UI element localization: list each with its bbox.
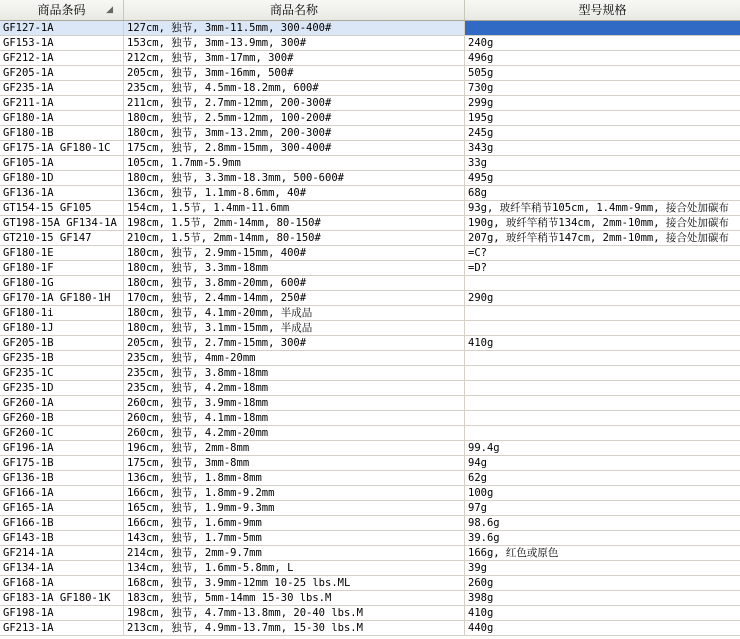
name-cell[interactable]: 180cm, 独节, 3mm-13.2mm, 200-300# [124,126,465,140]
spec-cell[interactable]: 166g, 红色或原色 [468,547,559,559]
table-row[interactable] [0,411,740,426]
barcode-cell[interactable]: GF260-1B [0,411,124,425]
spec-cell[interactable]: 260g [468,577,494,589]
spec-cell[interactable]: 39.6g [468,532,500,544]
column-header-spec[interactable] [465,0,740,20]
barcode-cell[interactable]: GF175-1B [0,456,124,470]
table-row[interactable] [0,591,740,606]
table-row[interactable] [0,471,740,486]
spec-cell[interactable] [465,21,740,35]
barcode-cell[interactable]: GF168-1A [0,576,124,590]
barcode-cell[interactable]: GF183-1A GF180-1K [0,591,124,605]
table-row[interactable] [0,531,740,546]
name-cell[interactable]: 210cm, 1.5节, 2mm-14mm, 80-150# [124,231,465,245]
name-cell[interactable]: 211cm, 独节, 2.7mm-12mm, 200-300# [124,96,465,110]
table-row[interactable] [0,216,740,231]
table-row[interactable] [0,156,740,171]
name-cell[interactable]: 180cm, 独节, 2.9mm-15mm, 400# [124,246,465,260]
table-header [0,0,740,21]
barcode-cell[interactable]: GF214-1A [0,546,124,560]
table-row[interactable] [0,96,740,111]
name-cell[interactable]: 136cm, 独节, 1.8mm-8mm [124,471,465,485]
spec-cell[interactable] [465,426,740,440]
table-row[interactable] [0,51,740,66]
table-row[interactable] [0,231,740,246]
spec-cell[interactable]: 195g [468,112,494,124]
barcode-cell[interactable]: GF198-1A [0,606,124,620]
spec-cell[interactable]: 207g, 玻纤竿稍节147cm, 2mm-10mm, 接合处加碳布 [468,232,729,244]
barcode-cell[interactable]: GF143-1B [0,531,124,545]
spec-cell[interactable]: 496g [468,52,494,64]
table-row[interactable] [0,66,740,81]
table-row[interactable] [0,306,740,321]
name-cell[interactable]: 153cm, 独节, 3mm-13.9mm, 300# [124,36,465,50]
spec-cell[interactable]: 62g [468,472,487,484]
barcode-cell[interactable]: GF235-1C [0,366,124,380]
name-cell[interactable]: 196cm, 独节, 2mm-8mm [124,441,465,455]
column-header-name-label: 商品名称 [269,3,318,17]
table-row[interactable] [0,81,740,96]
name-cell[interactable]: 180cm, 独节, 4.1mm-20mm, 半成品 [124,306,465,320]
name-cell[interactable]: 134cm, 独节, 1.6mm-5.8mm, L [124,561,465,575]
spec-cell[interactable]: 94g [468,457,487,469]
barcode-cell[interactable]: GF170-1A GF180-1H [0,291,124,305]
spec-cell[interactable]: 97g [468,502,487,514]
barcode-cell[interactable]: GF180-1D [0,171,124,185]
sort-indicator-icon: ◢ [106,5,113,15]
name-cell[interactable]: 180cm, 独节, 3.3mm-18mm [124,261,465,275]
name-cell[interactable]: 105cm, 1.7mm-5.9mm [124,156,465,170]
spec-cell[interactable] [465,321,740,335]
spec-cell[interactable]: 99.4g [468,442,500,454]
barcode-cell[interactable]: GF180-1i [0,306,124,320]
barcode-cell[interactable]: GF211-1A [0,96,124,110]
table-row[interactable] [0,291,740,306]
name-cell[interactable]: 260cm, 独节, 3.9mm-18mm [124,396,465,410]
barcode-cell[interactable]: GF180-1B [0,126,124,140]
name-cell[interactable]: 136cm, 独节, 1.1mm-8.6mm, 40# [124,186,465,200]
spec-cell[interactable]: 505g [468,67,494,79]
barcode-cell[interactable]: GF175-1A GF180-1C [0,141,124,155]
spec-cell[interactable]: 245g [468,127,494,139]
name-cell[interactable]: 175cm, 独节, 2.8mm-15mm, 300-400# [124,141,465,155]
name-cell[interactable]: 235cm, 独节, 4.5mm-18.2mm, 600# [124,81,465,95]
barcode-cell[interactable]: GF134-1A [0,561,124,575]
barcode-cell[interactable]: GT154-15 GF105 [0,201,124,215]
spec-cell[interactable]: 68g [468,187,487,199]
name-cell[interactable]: 166cm, 独节, 1.6mm-9mm [124,516,465,530]
barcode-cell[interactable]: GF127-1A [0,21,124,35]
table-row[interactable] [0,36,740,51]
name-cell[interactable]: 180cm, 独节, 3.8mm-20mm, 600# [124,276,465,290]
table-row[interactable] [0,606,740,621]
spec-cell[interactable]: 33g [468,157,487,169]
spec-cell[interactable]: 410g [468,607,494,619]
spec-cell[interactable] [465,396,740,410]
name-cell[interactable]: 198cm, 独节, 4.7mm-13.8mm, 20-40 lbs.M [124,606,465,620]
barcode-cell[interactable]: GF180-1J [0,321,124,335]
spec-cell[interactable] [465,411,740,425]
name-cell[interactable]: 170cm, 独节, 2.4mm-14mm, 250# [124,291,465,305]
spec-cell[interactable]: 39g [468,562,487,574]
table-row[interactable] [0,441,740,456]
table-row[interactable] [0,171,740,186]
barcode-cell[interactable]: GF180-1E [0,246,124,260]
column-header-barcode-label: 商品条码 [37,3,86,17]
name-cell[interactable]: 180cm, 独节, 2.5mm-12mm, 100-200# [124,111,465,125]
barcode-cell[interactable]: GF166-1B [0,516,124,530]
table-row[interactable] [0,621,740,636]
spec-cell[interactable]: 240g [468,37,494,49]
table-row[interactable] [0,426,740,441]
spec-cell[interactable]: 495g [468,172,494,184]
table-row[interactable] [0,576,740,591]
table-row[interactable] [0,516,740,531]
name-cell[interactable]: 235cm, 独节, 3.8mm-18mm [124,366,465,380]
spec-cell[interactable] [465,366,740,380]
barcode-cell[interactable]: GF166-1A [0,486,124,500]
barcode-cell[interactable]: GF180-1F [0,261,124,275]
barcode-cell[interactable]: GF212-1A [0,51,124,65]
table-row[interactable] [0,396,740,411]
table-row[interactable] [0,186,740,201]
column-header-name[interactable] [124,0,465,20]
table-row[interactable] [0,351,740,366]
barcode-cell[interactable]: GF153-1A [0,36,124,50]
table-row[interactable] [0,546,740,561]
name-cell[interactable]: 154cm, 1.5节, 1.4mm-11.6mm [124,201,465,215]
name-cell[interactable]: 183cm, 独节, 5mm-14mm 15-30 lbs.M [124,591,465,605]
barcode-cell[interactable]: GF260-1C [0,426,124,440]
spec-cell[interactable]: 190g, 玻纤竿稍节134cm, 2mm-10mm, 接合处加碳布 [468,217,729,229]
table-row[interactable] [0,366,740,381]
barcode-cell[interactable]: GF235-1D [0,381,124,395]
table-row[interactable] [0,501,740,516]
spec-cell[interactable] [465,381,740,395]
spec-cell[interactable] [465,276,740,290]
name-cell[interactable]: 205cm, 独节, 2.7mm-15mm, 300# [124,336,465,350]
table-row[interactable] [0,336,740,351]
spec-cell[interactable]: 410g [468,337,494,349]
name-cell[interactable]: 168cm, 独节, 3.9mm-12mm 10-25 lbs.ML [124,576,465,590]
barcode-cell[interactable]: GF105-1A [0,156,124,170]
spec-cell[interactable]: 343g [468,142,494,154]
name-cell[interactable]: 260cm, 独节, 4.1mm-18mm [124,411,465,425]
spec-cell[interactable]: =C? [468,247,487,259]
barcode-cell[interactable]: GF136-1A [0,186,124,200]
spec-cell[interactable]: 440g [468,622,494,634]
name-cell[interactable]: 198cm, 1.5节, 2mm-14mm, 80-150# [124,216,465,230]
barcode-cell[interactable]: GT210-15 GF147 [0,231,124,245]
name-cell[interactable]: 212cm, 独节, 3mm-17mm, 300# [124,51,465,65]
table-row[interactable] [0,276,740,291]
name-cell[interactable]: 214cm, 独节, 2mm-9.7mm [124,546,465,560]
table-row[interactable] [0,561,740,576]
table-row[interactable] [0,381,740,396]
spec-cell[interactable] [465,306,740,320]
barcode-cell[interactable]: GF213-1A [0,621,124,635]
name-cell[interactable]: 127cm, 独节, 3mm-11.5mm, 300-400# [124,21,465,35]
spec-cell[interactable] [465,351,740,365]
spec-cell[interactable]: 93g, 玻纤竿稍节105cm, 1.4mm-9mm, 接合处加碳布 [468,202,729,214]
spec-cell[interactable]: 100g [468,487,494,499]
name-cell[interactable]: 180cm, 独节, 3.3mm-18.3mm, 500-600# [124,171,465,185]
barcode-cell[interactable]: GF136-1B [0,471,124,485]
spec-cell[interactable]: 398g [468,592,494,604]
barcode-cell[interactable]: GF180-1G [0,276,124,290]
name-cell[interactable]: 205cm, 独节, 3mm-16mm, 500# [124,66,465,80]
barcode-cell[interactable]: GF196-1A [0,441,124,455]
spec-cell[interactable]: 290g [468,292,494,304]
barcode-cell[interactable]: GF205-1B [0,336,124,350]
table-row[interactable] [0,321,740,336]
barcode-cell[interactable]: GF235-1B [0,351,124,365]
spec-cell[interactable]: 98.6g [468,517,500,529]
name-cell[interactable]: 213cm, 独节, 4.9mm-13.7mm, 15-30 lbs.M [124,621,465,635]
barcode-cell[interactable]: GT198-15A GF134-1A [0,216,124,230]
table-row[interactable] [0,261,740,276]
table-row[interactable] [0,141,740,156]
table-row[interactable] [0,201,740,216]
barcode-cell[interactable]: GF205-1A [0,66,124,80]
name-cell[interactable]: 235cm, 独节, 4mm-20mm [124,351,465,365]
name-cell[interactable]: 143cm, 独节, 1.7mm-5mm [124,531,465,545]
name-cell[interactable]: 165cm, 独节, 1.9mm-9.3mm [124,501,465,515]
barcode-cell[interactable]: GF235-1A [0,81,124,95]
name-cell[interactable]: 175cm, 独节, 3mm-8mm [124,456,465,470]
table-row[interactable] [0,486,740,501]
spec-cell[interactable]: 730g [468,82,494,94]
table-row[interactable] [0,126,740,141]
spec-cell[interactable]: 299g [468,97,494,109]
name-cell[interactable]: 166cm, 独节, 1.8mm-9.2mm [124,486,465,500]
table-row[interactable] [0,246,740,261]
barcode-cell[interactable]: GF260-1A [0,396,124,410]
column-header-spec-label: 型号规格 [578,3,627,17]
table-row[interactable] [0,21,740,36]
spec-cell[interactable]: =D? [468,262,487,274]
name-cell[interactable]: 235cm, 独节, 4.2mm-18mm [124,381,465,395]
barcode-cell[interactable]: GF180-1A [0,111,124,125]
column-header-barcode[interactable] [0,0,124,20]
table-row[interactable] [0,111,740,126]
barcode-cell[interactable]: GF165-1A [0,501,124,515]
table-row[interactable] [0,456,740,471]
name-cell[interactable]: 180cm, 独节, 3.1mm-15mm, 半成品 [124,321,465,335]
name-cell[interactable]: 260cm, 独节, 4.2mm-20mm [124,426,465,440]
